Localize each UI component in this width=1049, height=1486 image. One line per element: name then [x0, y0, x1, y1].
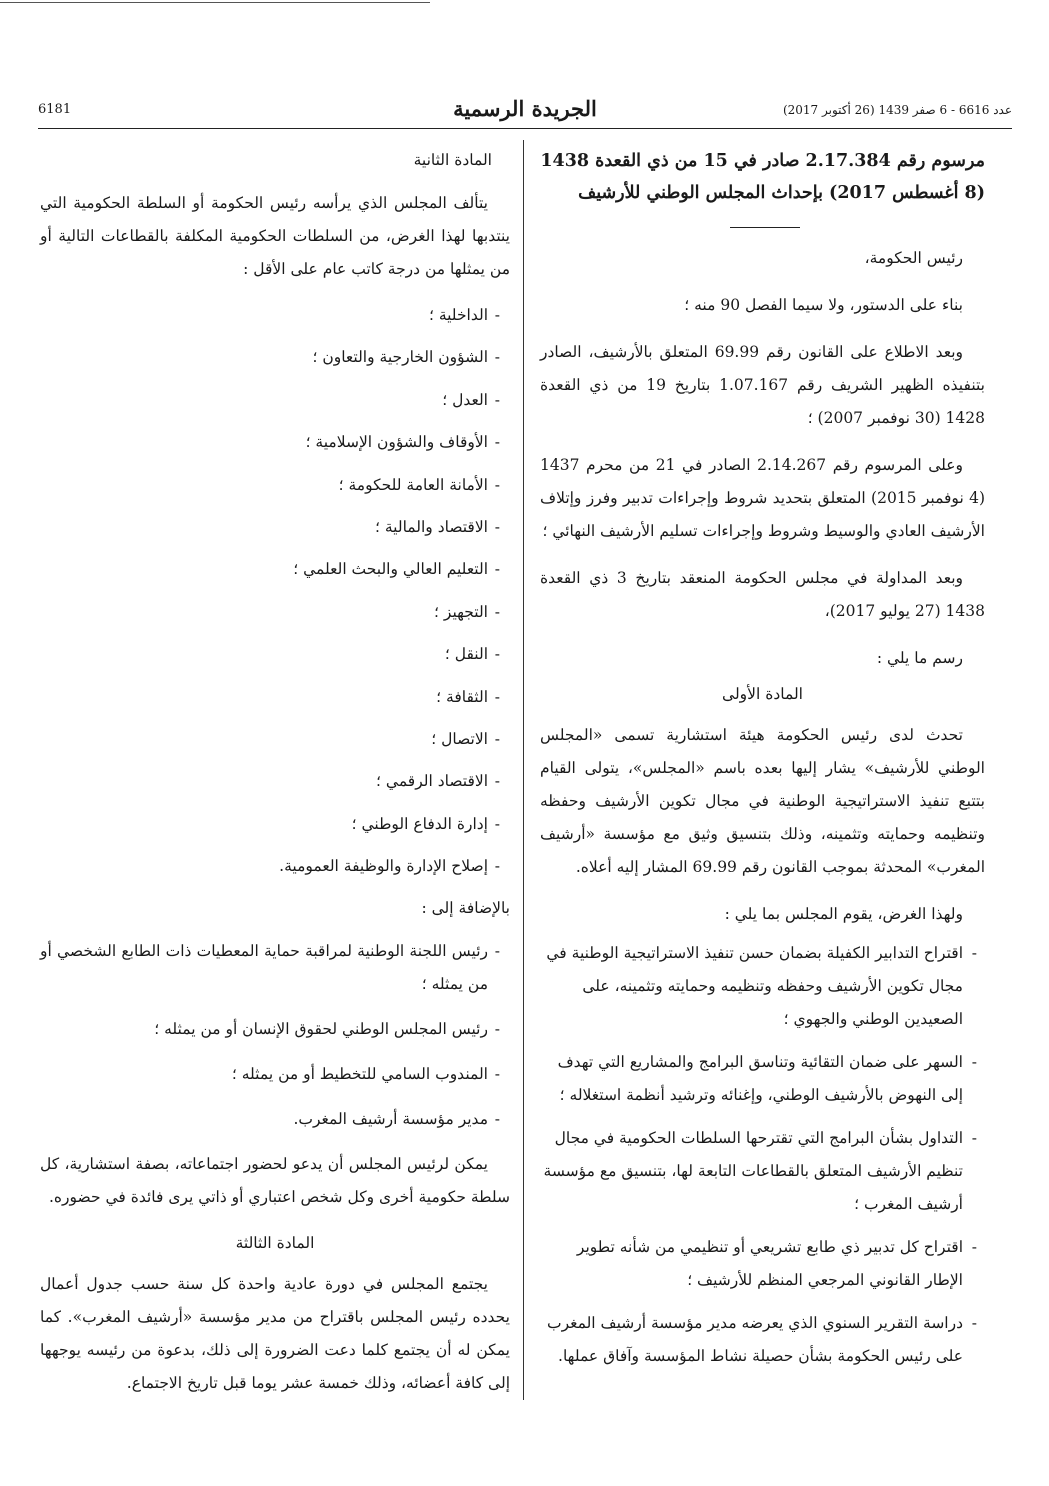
page-number: 6181	[38, 102, 72, 117]
law-paragraph: وبعد الاطلاع على القانون رقم 69.99 المتعلق بالأرشيف، الصادر بتنفيذه الظهير الشريف رقم 1.07.167 بتاريخ 19 من ذي القعدة 1428 (30 نوفمبر 2007) ؛	[540, 343, 985, 427]
article-1-text: تحدث لدى رئيس الحكومة هيئة استشارية تسمى «المجلس الوطني للأرشيف» يشار إليها بعده باسم «المجلس»، يتولى القيام بتتبع تنفيذ الاستراتيجية الوطنية في مجال تكوين الأرشيف وحفظه وتنظيمه وحمايته وتثمينه، وذلك بتنسيق وثيق مع مؤسسة «أرشيف المغرب» المحدثة بموجب القانون رقم 69.99 المشار إليه أعلاه.	[540, 726, 985, 876]
list-item: - رئيس المجلس الوطني لحقوق الإنسان أو من يمثله ؛	[40, 1013, 510, 1046]
list-item: - رئيس اللجنة الوطنية لمراقبة حماية المعطيات ذات الطابع الشخصي أو من يمثله ؛	[40, 935, 510, 1001]
title-separator	[730, 227, 800, 228]
list-item: - إصلاح الإدارة والوظيفة العمومية.	[40, 851, 510, 881]
article-1-intro: ولهذا الغرض، يقوم المجلس بما يلي :	[724, 905, 963, 923]
head-of-government: رئيس الحكومة،	[864, 249, 963, 267]
list-item: - اقتراح التدابير الكفيلة بضمان حسن تنفيذ الاستراتيجية الوطنية في مجال تكوين الأرشيف وحفظه وتنظيمه وحمايته وتثمينه، على الصعيدين الوطني والجهوي ؛	[540, 937, 985, 1036]
list-item: - الأوقاف والشؤون الإسلامية ؛	[40, 427, 510, 457]
list-item: - الشؤون الخارجية والتعاون ؛	[40, 342, 510, 372]
list-item: - دراسة التقرير السنوي الذي يعرضه مدير مؤسسة أرشيف المغرب على رئيس الحكومة بشأن حصيلة نشاط المؤسسة وآفاق عملها.	[540, 1307, 985, 1373]
page-header	[38, 98, 1012, 129]
right-column	[540, 145, 985, 1383]
list-item: - السهر على ضمان التقائية وتناسق البرامج والمشاريع التي تهدف إلى النهوض بالأرشيف الوطني، وإغنائه وترشيد أنظمة استغلاله ؛	[540, 1046, 985, 1112]
list-item: - العدل ؛	[40, 385, 510, 415]
deliberation-paragraph: وبعد المداولة في مجلس الحكومة المنعقد بتاريخ 3 ذي القعدة 1438 (27 يوليو 2017)،	[540, 569, 985, 620]
decree-paragraph: وعلى المرسوم رقم 2.14.267 الصادر في 21 من محرم 1437 (4 نوفمبر 2015) المتعلق بتحديد شروط وإجراءات تدبير وفرز وإتلاف الأرشيف العادي والوسيط وشروط وإجراءات تسليم الأرشيف النهائي ؛	[540, 456, 985, 540]
list-item: - الداخلية ؛	[40, 300, 510, 330]
list-item: - المندوب السامي للتخطيط أو من يمثله ؛	[40, 1058, 510, 1091]
constitution-paragraph: بناء على الدستور، ولا سيما الفصل 90 منه ؛	[684, 296, 963, 314]
in-addition-label: بالإضافة إلى :	[421, 899, 510, 918]
article-2-closing: يمكن لرئيس المجلس أن يدعو لحضور اجتماعاته، بصفة استشارية، كل سلطة حكومية أخرى وكل شخص اعتباري أو ذاتي يرى فائدة في حضوره.	[40, 1155, 510, 1207]
issue-info: عدد 6616 - 6 صفر 1439 (26 أكتوبر 2017)	[782, 103, 1012, 117]
column-divider	[523, 140, 524, 1400]
list-item: - الاقتصاد الرقمي ؛	[40, 766, 510, 796]
decree-title-line-2: (8 أغسطس 2017) بإحداث المجلس الوطني للأرشيف	[578, 183, 985, 203]
list-item: - الاتصال ؛	[40, 724, 510, 754]
decree-title-line-1: مرسوم رقم 2.17.384 صادر في 15 من ذي القعدة 1438	[540, 151, 985, 171]
list-item: - النقل ؛	[40, 639, 510, 669]
article-2-text: يتألف المجلس الذي يرأسه رئيس الحكومة أو السلطة الحكومية التي ينتدبها لهذا الغرض، من السلطات الحكومية المكلفة بالقطاعات التالية أو من يمثلها من درجة كاتب عام على الأقل :	[40, 194, 510, 278]
list-item: - الثقافة ؛	[40, 682, 510, 712]
article-3-text: يجتمع المجلس في دورة عادية واحدة كل سنة حسب جدول أعمال يحدده رئيس المجلس باقتراح من مدير مؤسسة «أرشيف المغرب». كما يمكن له أن يجتمع كلما دعت الضرورة إلى ذلك، بدعوة من رئيسه يوجهها إلى كافة أعضائه، وذلك خمسة عشر يوما قبل تاريخ الاجتماع.	[40, 1275, 510, 1393]
list-item: - الاقتصاد والمالية ؛	[40, 512, 510, 542]
list-item: - الأمانة العامة للحكومة ؛	[40, 470, 510, 500]
decrees-statement: رسم ما يلي :	[876, 649, 963, 667]
list-item: - التداول بشأن البرامج التي تقترحها السلطات الحكومية في مجال تنظيم الأرشيف المتعلق بالقطاعات التابعة لها، بتنسيق مع مؤسسة أرشيف المغرب ؛	[540, 1122, 985, 1221]
list-item: - التجهيز ؛	[40, 597, 510, 627]
top-rule	[0, 2, 430, 3]
article-1-heading: المادة الأولى	[722, 685, 803, 703]
list-item: - اقتراح كل تدبير ذي طابع تشريعي أو تنظيمي من شأنه تطوير الإطار القانوني المرجعي المنظم للأرشيف ؛	[540, 1231, 985, 1297]
list-item: - إدارة الدفاع الوطني ؛	[40, 809, 510, 839]
list-item: - مدير مؤسسة أرشيف المغرب.	[40, 1103, 510, 1136]
article-2-heading: المادة الثانية	[413, 151, 492, 169]
list-item: - التعليم العالي والبحث العلمي ؛	[40, 554, 510, 584]
article-3-heading: المادة الثالثة	[235, 1234, 315, 1253]
gazette-title: الجريدة الرسمية	[453, 96, 597, 121]
left-column	[40, 145, 510, 1414]
